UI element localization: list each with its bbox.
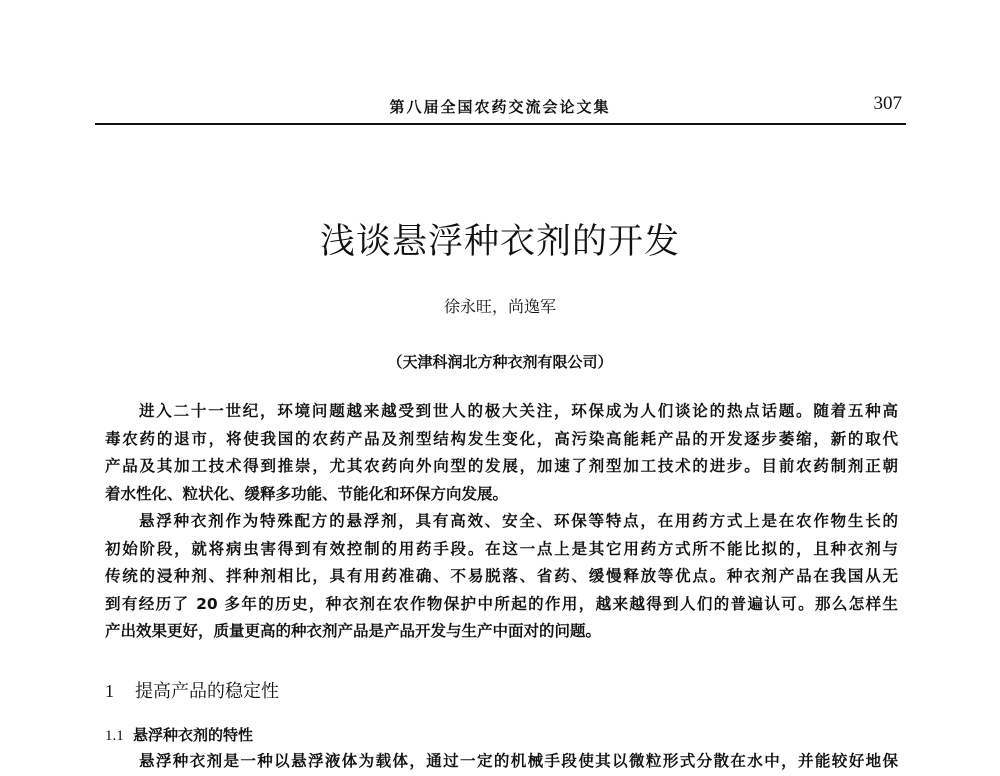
page-number: 307 xyxy=(873,93,902,114)
text-line: 毒农药的退市，将使我国的农药产品及剂型结构发生变化，高污染高能耗产品的开发逐步萎缩，新的取代 xyxy=(105,429,898,448)
section-heading-1 xyxy=(105,677,279,703)
text-line: 悬浮种衣剂作为特殊配方的悬浮剂，具有高效、安全、环保等特点，在用药方式上是在农作物生长的 xyxy=(139,512,898,530)
text-line: 进入二十一世纪，环境问题越来越受到世人的极大关注，环保成为人们谈论的热点话题。随着五种高 xyxy=(139,402,898,420)
paragraph-3-cut xyxy=(105,748,898,776)
section-heading-1-1 xyxy=(105,724,253,745)
text-line: 初始阶段，就将病虫害得到有效控制的用药手段。在这一点上是其它用药方式所不能比拟的，且种衣剂与 xyxy=(105,539,898,558)
section-number: 1 xyxy=(105,681,114,701)
text-line: 传统的浸种剂、拌种剂相比，具有用药准确、不易脱落、省药、缓慢释放等优点。种衣剂产品在我国从无 xyxy=(105,567,898,585)
text-line: 产出效果更好，质量更高的种衣剂产品是产品开发与生产中面对的问题。 xyxy=(105,622,602,640)
section-title: 悬浮种衣剂的特性 xyxy=(133,726,254,744)
section-title: 提高产品的稳定性 xyxy=(135,681,279,702)
header-rule xyxy=(95,123,906,125)
text-line: 产品及其加工技术得到推崇，尤其农药向外向型的发展，加速了剂型加工技术的进步。目前农药制剂正朝 xyxy=(105,457,898,475)
article-authors: 徐永旺，尚逸军 xyxy=(443,297,556,316)
article-title: 浅谈悬浮种衣剂的开发 xyxy=(319,222,680,262)
text-line: 到有经历了 20 多年的历史，种衣剂在农作物保护中所起的作用，越来越得到人们的普遍认可。那么怎样生 xyxy=(105,594,898,613)
article-affiliation: （天津科润北方种衣剂有限公司） xyxy=(387,353,613,371)
text-line: 悬浮种衣剂是一种以悬浮液体为载体，通过一定的机械手段使其以微粒形式分散在水中，并能较好地保 xyxy=(139,752,898,770)
paragraph-1 xyxy=(105,398,898,508)
running-header: 第八届全国农药交流会论文集 xyxy=(389,98,611,116)
paragraph-2 xyxy=(105,508,898,646)
text-line: 着水性化、粒状化、缓释多功能、节能化和环保方向发展。 xyxy=(105,484,509,503)
section-number: 1.1 xyxy=(105,728,124,744)
